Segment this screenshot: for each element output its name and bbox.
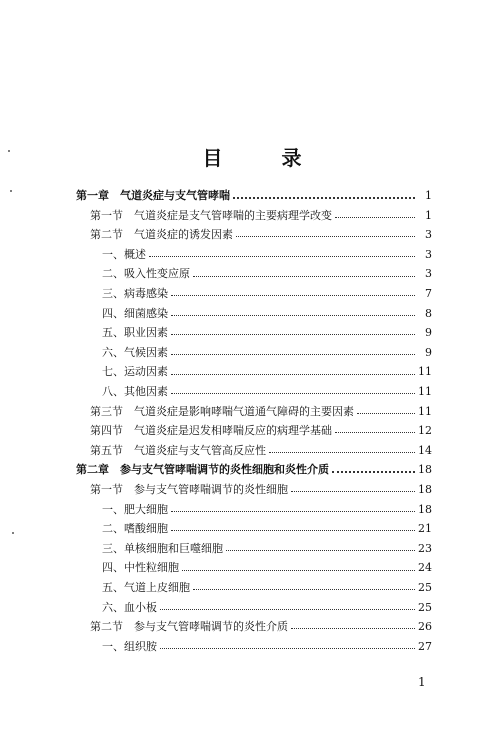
dot-leader xyxy=(171,511,415,512)
toc-entry-label: 第一章 气道炎症与支气管哮喘 xyxy=(76,189,230,202)
dot-leader xyxy=(171,354,415,355)
toc-entry-label: 三、单核细胞和巨噬细胞 xyxy=(102,541,223,555)
dot-leader xyxy=(171,374,415,375)
toc-entry-page: 8 xyxy=(425,306,432,320)
toc-item-entry xyxy=(102,382,432,402)
toc-entry-label: 一、组织胺 xyxy=(102,639,157,653)
toc-entry-page: 18 xyxy=(418,483,432,496)
toc-entry-label: 三、病毒感染 xyxy=(102,287,168,300)
toc-item-entry xyxy=(102,343,432,363)
toc-section-entry xyxy=(90,480,432,500)
toc-entry-label: 二、嗜酸细胞 xyxy=(102,522,168,536)
toc-entry-page: 25 xyxy=(418,600,432,614)
scan-speck xyxy=(10,190,12,192)
toc-entry-label: 第二节 参与支气管哮喘调节的炎性介质 xyxy=(90,620,288,634)
toc-entry-page: 11 xyxy=(418,404,432,418)
toc-entry-label: 五、气道上皮细胞 xyxy=(102,581,190,594)
dot-leader xyxy=(291,491,415,492)
toc-section-entry xyxy=(90,206,432,226)
scan-speck xyxy=(8,150,10,152)
toc-section-entry xyxy=(90,225,432,245)
toc-entry-page: 11 xyxy=(418,365,432,379)
toc-entry-label: 一、概述 xyxy=(102,247,146,261)
toc-entry-label: 二、吸入性变应原 xyxy=(102,267,190,281)
page-title: 目 录 xyxy=(202,146,328,170)
dot-leader xyxy=(236,236,415,237)
dot-leader xyxy=(160,648,415,649)
toc-entry-page: 3 xyxy=(425,228,432,242)
toc-entry-page: 1 xyxy=(425,189,432,202)
dot-leader xyxy=(171,530,415,531)
toc-entry-page: 3 xyxy=(425,267,432,281)
toc-entry-label: 第四节 气道炎症是迟发相哮喘反应的病理学基础 xyxy=(90,424,332,438)
toc-entry-label: 一、肥大细胞 xyxy=(102,502,168,516)
scan-speck xyxy=(12,532,14,534)
toc-item-entry xyxy=(102,519,432,539)
toc-section-entry xyxy=(90,402,432,422)
dot-leader xyxy=(171,295,415,296)
toc-entry-label: 四、细菌感染 xyxy=(102,306,168,320)
toc-entry-label: 八、其他因素 xyxy=(102,385,168,398)
toc-item-entry xyxy=(102,539,432,559)
toc-entry-label: 第三节 气道炎症是影响哮喘气道通气障碍的主要因素 xyxy=(90,404,354,418)
toc-entry-page: 27 xyxy=(418,639,432,653)
toc-entry-page: 9 xyxy=(425,326,432,340)
dot-leader xyxy=(171,334,415,335)
toc-item-entry xyxy=(102,578,432,598)
toc-entry-label: 六、血小板 xyxy=(102,600,157,614)
toc-entry-page: 25 xyxy=(418,581,432,594)
toc-entry-page: 18 xyxy=(418,502,432,516)
dot-leader xyxy=(357,413,415,414)
toc-entry-page: 12 xyxy=(418,424,432,438)
toc-section-entry xyxy=(90,441,432,461)
dot-leader xyxy=(171,315,415,316)
toc-item-entry xyxy=(102,264,432,284)
toc-entry-page: 23 xyxy=(418,541,432,555)
dot-leader xyxy=(160,609,415,610)
toc-entry-page: 14 xyxy=(418,443,432,457)
toc-item-entry xyxy=(102,304,432,324)
toc-entry-page: 3 xyxy=(425,247,432,261)
toc-entry-label: 第五节 气道炎症与支气管高反应性 xyxy=(90,443,266,457)
toc-entry-page: 11 xyxy=(418,385,432,398)
toc-item-entry xyxy=(102,362,432,382)
toc-entry-page: 21 xyxy=(418,522,432,536)
dot-leader xyxy=(149,256,415,257)
dot-leader xyxy=(193,589,415,590)
dot-leader xyxy=(269,452,415,453)
toc-chapter-entry xyxy=(76,186,432,206)
toc-entry-label: 五、职业因素 xyxy=(102,326,168,340)
toc-entry-label: 第一节 气道炎症是支气管哮喘的主要病理学改变 xyxy=(90,208,332,222)
dot-leader xyxy=(171,393,415,394)
dot-leader xyxy=(332,471,415,473)
toc-item-entry xyxy=(102,245,432,265)
toc-entry-page: 26 xyxy=(418,620,432,634)
toc-entry-label: 第二节 气道炎症的诱发因素 xyxy=(90,228,233,242)
toc-section-entry xyxy=(90,617,432,637)
dot-leader xyxy=(291,628,415,629)
dot-leader xyxy=(335,432,415,433)
toc-item-entry xyxy=(102,637,432,657)
toc-entry-label: 六、气候因素 xyxy=(102,345,168,359)
toc-item-entry xyxy=(102,284,432,304)
page-number: 1 xyxy=(418,675,426,689)
toc-entry-page: 1 xyxy=(425,208,432,222)
dot-leader xyxy=(182,570,415,571)
dot-leader xyxy=(233,197,415,199)
toc-item-entry xyxy=(102,598,432,618)
toc-entry-label: 第一节 参与支气管哮喘调节的炎性细胞 xyxy=(90,483,288,496)
toc-item-entry xyxy=(102,558,432,578)
toc-entry-page: 7 xyxy=(425,287,432,300)
dot-leader xyxy=(226,550,415,551)
toc-item-entry xyxy=(102,500,432,520)
toc-entry-page: 24 xyxy=(418,561,432,575)
dot-leader xyxy=(193,276,415,277)
toc-entry-label: 四、中性粒细胞 xyxy=(102,561,179,575)
dot-leader xyxy=(335,217,415,218)
toc-entry-page: 18 xyxy=(418,463,432,477)
toc-entry-page: 9 xyxy=(425,345,432,359)
toc-chapter-entry xyxy=(76,460,432,480)
toc-section-entry xyxy=(90,421,432,441)
toc-entry-label: 七、运动因素 xyxy=(102,365,168,379)
toc-entry-label: 第二章 参与支气管哮喘调节的炎性细胞和炎性介质 xyxy=(76,463,329,477)
toc-item-entry xyxy=(102,323,432,343)
